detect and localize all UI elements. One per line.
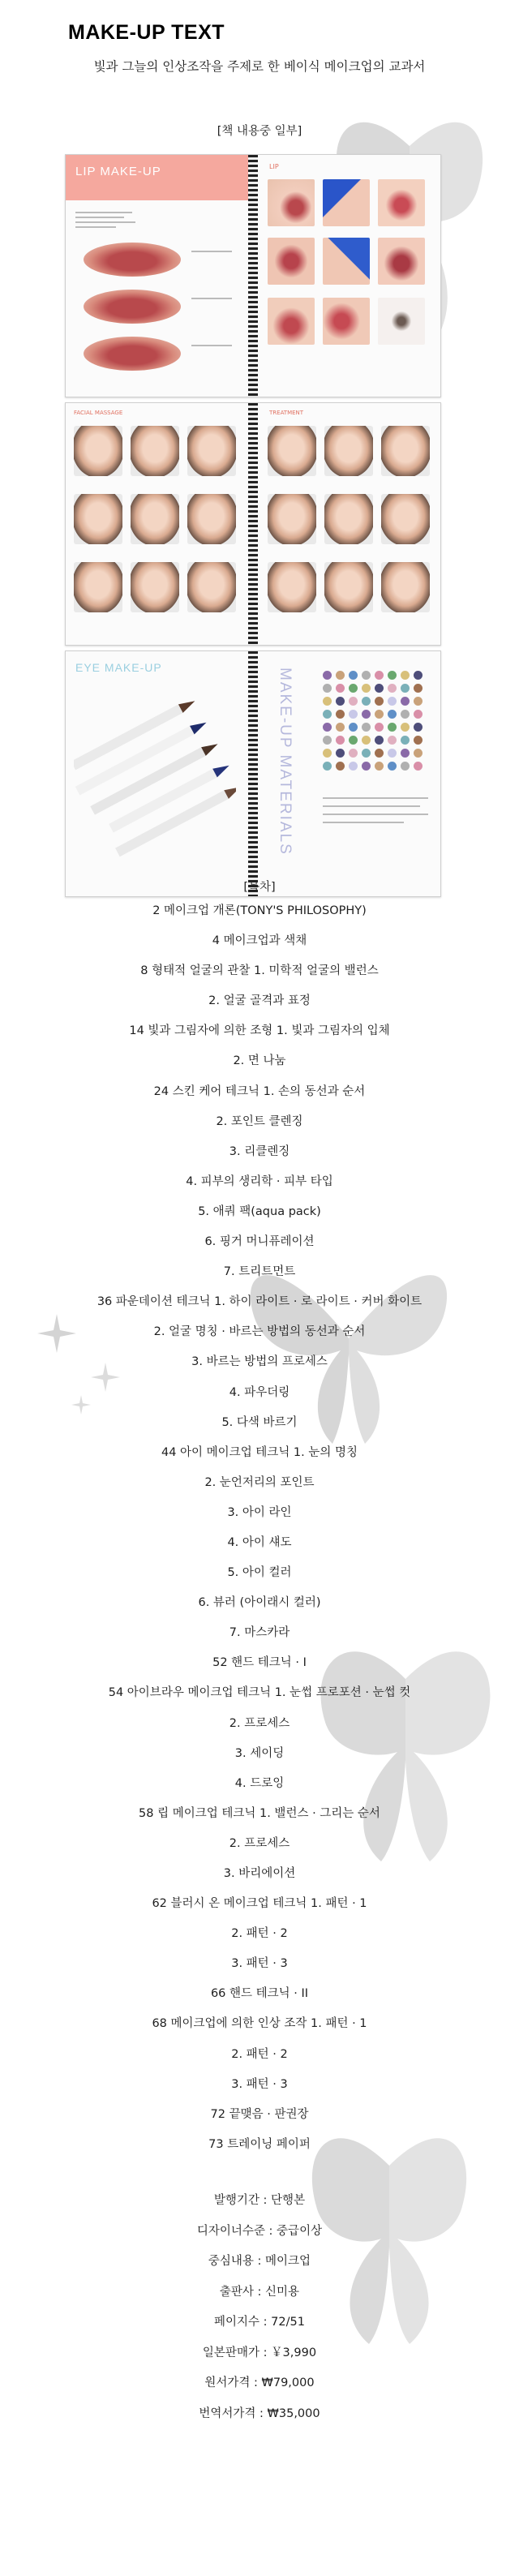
toc-item: 36 파운데이션 테크닉 1. 하이 라이트 · 로 라이트 · 커버 화이트: [97, 1295, 422, 1309]
toc-item: 62 블러시 온 메이크업 테크닉 1. 패턴 · 1: [152, 1897, 367, 1911]
toc-item: 4. 피부의 생리학 · 피부 타입: [186, 1174, 333, 1188]
toc-label: [목차]: [243, 881, 276, 894]
book-info-list: [0, 2186, 519, 2429]
toc-item: 6. 핑거 머니퓨레이션: [204, 1235, 315, 1249]
toc-item: 2. 프로세스: [229, 1836, 290, 1850]
toc-item: 14 빛과 그림자에 의한 조형 1. 빛과 그림자의 입체: [129, 1024, 390, 1038]
spiral-binding: [248, 403, 258, 645]
book-info-item: 발행기간 : 단행본: [213, 2194, 306, 2207]
spread-page-right: [258, 155, 440, 397]
book-info-item: 원서가격 : ₩79,000: [204, 2376, 315, 2389]
spread-heading: EYE MAKE-UP: [75, 661, 162, 674]
toc-item: 2. 면 나눔: [233, 1054, 286, 1068]
book-spread-lip-makeup: [65, 154, 441, 397]
book-info-item: 번역서가격 : ₩35,000: [199, 2406, 320, 2420]
toc-list: [0, 896, 519, 2160]
toc-item: 7. 마스카라: [229, 1626, 290, 1640]
book-info-item: 일본판매가 : ￥3,990: [202, 2346, 317, 2359]
toc-item: 3. 세이딩: [234, 1746, 285, 1760]
toc-item: 7. 트리트먼트: [223, 1265, 296, 1279]
spread-page-left: [66, 651, 248, 896]
spread-heading: MAKE-UP MATERIALS: [277, 668, 294, 856]
spread-heading: FACIAL MASSAGE: [74, 410, 123, 416]
toc-item: 5. 애쿼 팩(aqua pack): [198, 1204, 321, 1218]
toc-item: 2. 패턴 · 2: [231, 2047, 288, 2061]
toc-item: 2. 포인트 클렌징: [216, 1114, 303, 1128]
toc-item: 4. 파우더링: [229, 1385, 290, 1399]
toc-item: 72 끝맺음 · 판권장: [210, 2107, 309, 2121]
toc-item: 2. 얼굴 골격과 표정: [208, 994, 311, 1008]
toc-item: 5. 아이 컬러: [227, 1566, 292, 1580]
toc-item: 2. 눈언저리의 포인트: [204, 1475, 315, 1489]
spread-page-left: [66, 155, 248, 397]
toc-item: 2 메이크업 개론(TONY'S PHILOSOPHY): [152, 904, 367, 917]
toc-item: 66 핸드 테크닉 · II: [210, 1987, 309, 2001]
toc-item: 4 메이크업과 색채: [212, 934, 307, 948]
book-info-item: 중심내용 : 메이크업: [208, 2255, 311, 2268]
spread-page-right: [258, 403, 440, 645]
toc-item: 2. 패턴 · 2: [231, 1927, 288, 1941]
book-spread-eye-makeup: [65, 650, 441, 897]
toc-item: 54 아이브라우 메이크업 테크닉 1. 눈썹 프로포션 · 눈썹 컷: [108, 1686, 411, 1700]
toc-item: 73 트레이닝 페이퍼: [208, 2137, 311, 2151]
page-subtitle: 빛과 그늘의 인상조작을 주제로 한 베이식 메이크업의 교과서: [93, 59, 426, 74]
toc-item: 6. 뷰러 (아이래시 컬러): [198, 1596, 321, 1610]
toc-item: 4. 아이 섀도: [227, 1535, 292, 1549]
toc-item: 3. 패턴 · 3: [231, 1957, 288, 1971]
eyeshadow-palette: [323, 671, 436, 776]
spiral-binding: [248, 651, 258, 896]
toc-item: 68 메이크업에 의한 인상 조작 1. 패턴 · 1: [152, 2017, 367, 2031]
book-spread-facial-massage: [65, 402, 441, 646]
book-info-item: 페이지수 : 72/51: [214, 2316, 305, 2329]
toc-item: 52 핸드 테크닉 · I: [212, 1656, 307, 1670]
toc-item: 4. 드로잉: [234, 1776, 285, 1790]
spread-heading: TREATMENT: [269, 410, 304, 416]
book-info-item: 출판사 : 신미용: [219, 2285, 300, 2299]
toc-item: 2. 얼굴 명칭 · 바르는 방법의 동선과 순서: [153, 1325, 366, 1339]
toc-item: 3. 바르는 방법의 프로세스: [191, 1355, 328, 1369]
toc-item: 8 형태적 얼굴의 관찰 1. 미학적 얼굴의 밸런스: [140, 964, 379, 978]
toc-item: 3. 패턴 · 3: [231, 2077, 288, 2091]
page-title: MAKE-UP TEXT: [68, 21, 225, 44]
spread-heading: LIP MAKE-UP: [75, 165, 161, 178]
toc-item: 44 아이 메이크업 테크닉 1. 눈의 명칭: [161, 1445, 358, 1459]
spread-heading: LIP: [269, 163, 279, 170]
toc-item: 3. 리클렌징: [229, 1144, 290, 1158]
spread-page-left: [66, 403, 248, 645]
toc-item: 24 스킨 케어 테크닉 1. 손의 동선과 순서: [153, 1084, 366, 1098]
toc-item: 3. 바리에이션: [223, 1867, 296, 1880]
toc-item: 58 립 메이크업 테크닉 1. 밸런스 · 그리는 순서: [139, 1806, 380, 1820]
toc-item: 3. 아이 라인: [227, 1505, 292, 1519]
book-info-item: 디자이너수준 : 중급이상: [196, 2224, 323, 2238]
toc-item: 5. 다색 바르기: [221, 1415, 298, 1429]
preview-label: [책 내용중 일부]: [217, 125, 302, 138]
spread-page-right: [258, 651, 440, 896]
pencils-illustration: [74, 692, 236, 862]
toc-item: 2. 프로세스: [229, 1716, 290, 1730]
spiral-binding: [248, 155, 258, 397]
